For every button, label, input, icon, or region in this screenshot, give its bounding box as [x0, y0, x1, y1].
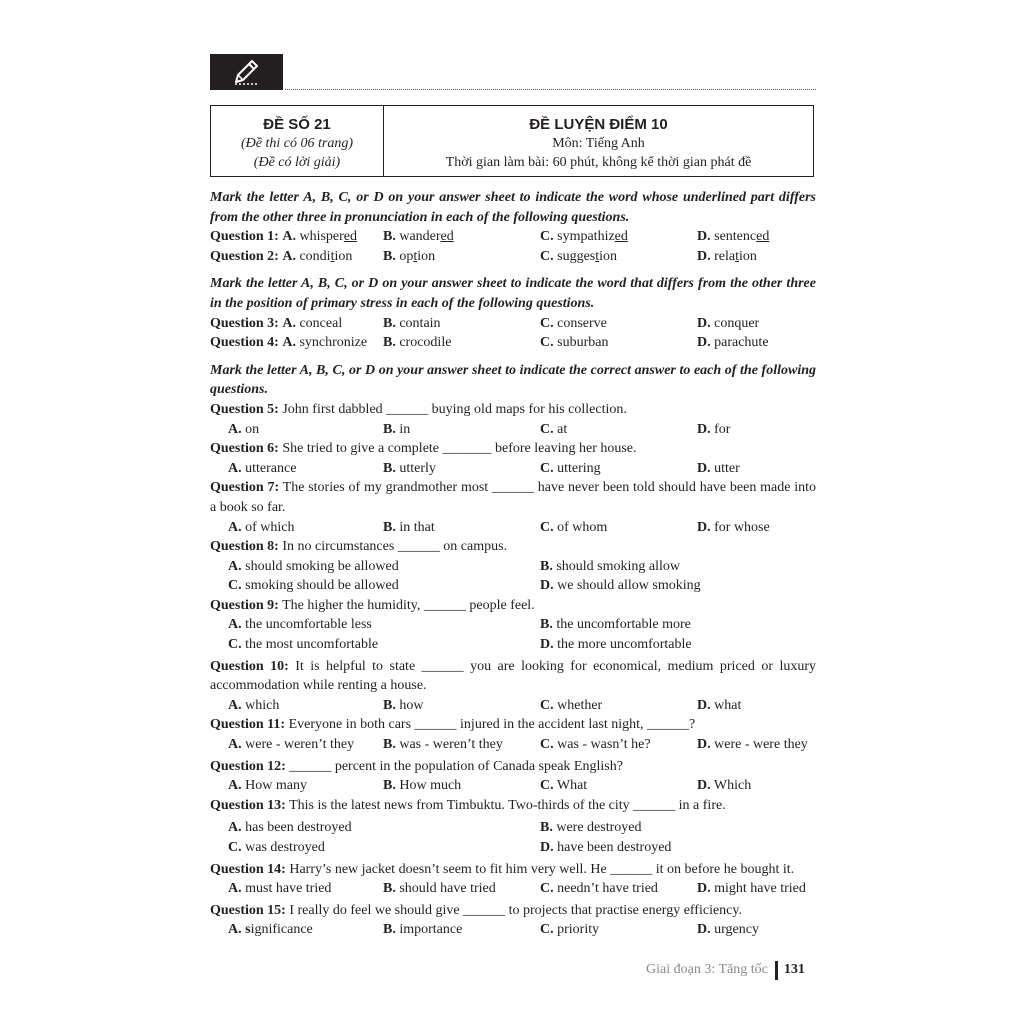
question-5: Question 5: John first dabbled ______ buying old maps for his collection.	[210, 401, 627, 417]
question-6-options: A. utterance B. utterly C. uttering D. utter	[228, 460, 740, 476]
question-9: Question 9: The higher the humidity, ______ people feel.	[210, 597, 535, 613]
question-15-options: A. significance B. importance C. priority D. urgency	[228, 922, 759, 938]
pencil-icon	[232, 58, 262, 86]
pencil-badge	[210, 54, 283, 90]
exam-content	[210, 188, 816, 940]
question-14: Question 14: Harry’s new jacket doesn’t seem to fit him very well. He ______ it on before he bought it.	[210, 861, 795, 877]
question-8-options-ab: A. should smoking be allowed B. should smoking allow	[228, 558, 681, 574]
section-instruction-correct-answer: Mark the letter A, B, C, or D on your answer sheet to indicate the correct answer to each of the following questions.	[210, 362, 816, 398]
time-note: Thời gian làm bài: 60 phút, không kể thời gian phát đề	[445, 155, 752, 170]
question-13-options-cd: C. was destroyed D. have been destroyed	[228, 840, 672, 855]
question-4: Question 4: A. synchronize B. crocodile C. suburban D. parachute	[210, 335, 769, 351]
question-label: Question 2:	[210, 248, 279, 264]
question-13: Question 13: This is the latest news from Timbuktu. Two-thirds of the city ______ in a fire.	[210, 797, 726, 813]
question-14-options: A. must have tried B. should have tried C. needn’t have tried D. might have tried	[228, 881, 806, 897]
section-instruction-pronunciation: Mark the letter A, B, C, or D on your answer sheet to indicate the word whose underlined part differs from the other three in pronunciation in each of the following questions.	[210, 190, 816, 225]
question-2: Question 2: A. condition B. option C. suggestion D. relation	[210, 248, 757, 264]
section-instruction-stress: Mark the letter A, B, C, or D on your answer sheet to indicate the word that differs from the other three in the position of primary stress in each of the following questions.	[210, 276, 816, 311]
question-1: Question 1: A. whispered B. wandered C. sympathized D. sentenced	[210, 229, 770, 245]
question-9-options-ab: A. the uncomfortable less B. the uncomfortable more	[228, 617, 691, 633]
page-number: 131	[783, 962, 805, 977]
question-7: Question 7: The stories of my grandmother most ______ have never been told should have been made into a book so far.	[210, 480, 816, 515]
subject: Môn: Tiếng Anh	[552, 136, 645, 151]
solution-note: (Đề có lời giải)	[253, 155, 341, 170]
question-6: Question 6: She tried to give a complete _______ before leaving her house.	[210, 441, 637, 457]
exam-title: ĐỀ LUYỆN ĐIỂM 10	[529, 116, 668, 133]
question-9-options-cd: C. the most uncomfortable D. the more uncomfortable	[228, 637, 692, 653]
footer-section: Giai đoạn 3: Tăng tốc	[646, 962, 768, 977]
footer-divider	[775, 961, 778, 980]
question-5-options: A. on B. in C. at D. for	[228, 421, 731, 437]
question-3: Question 3: A. conceal B. contain C. conserve D. conquer	[210, 315, 760, 331]
question-13-options-ab: A. has been destroyed B. were destroyed	[228, 820, 642, 836]
question-12-options: A. How many B. How much C. What D. Which	[228, 778, 752, 794]
question-15: Question 15: I really do feel we should give ______ to projects that practise energy efficiency.	[210, 902, 742, 918]
question-12: Question 12: ______ percent in the population of Canada speak English?	[210, 758, 623, 774]
page-footer	[646, 960, 805, 980]
question-10: Question 10: It is helpful to state ______ you are looking for economical, medium priced or luxury accommodation while renting a house.	[210, 658, 816, 694]
pages-note: (Đề thi có 06 trang)	[241, 136, 353, 151]
question-8: Question 8: In no circumstances ______ on campus.	[210, 539, 508, 555]
exam-info-cell	[384, 106, 813, 176]
question-7-options: A. of which B. in that C. of whom D. for whose	[228, 519, 770, 535]
question-11-options: A. were - weren’t they B. was - weren’t they C. was - wasn’t he? D. were - were they	[228, 737, 808, 753]
question-10-options: A. which B. how C. whether D. what	[228, 697, 742, 713]
question-8-options-cd: C. smoking should be allowed D. we should allow smoking	[228, 578, 701, 594]
exam-id-cell	[211, 106, 384, 176]
question-11: Question 11: Everyone in both cars ______ injured in the accident last night, ______?	[210, 717, 696, 733]
question-label: Question 1:	[210, 229, 279, 245]
exam-number: ĐỀ SỐ 21	[263, 116, 331, 133]
exam-header	[210, 105, 814, 177]
dotted-rule	[285, 89, 816, 90]
